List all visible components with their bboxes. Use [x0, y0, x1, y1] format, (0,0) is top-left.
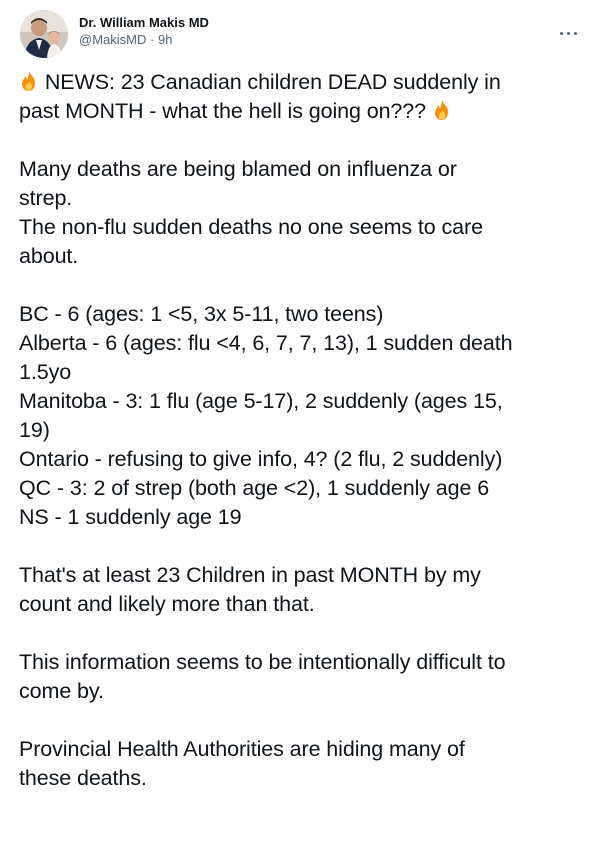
tweet-line: This information seems to be intentionally difficult to [19, 650, 506, 674]
tweet-line: NS - 1 suddenly age 19 [19, 505, 242, 529]
paragraph-authorities [19, 735, 585, 793]
tweet-line-text: NEWS: 23 Canadian children DEAD suddenly in [44, 70, 501, 94]
paragraph-provinces [19, 300, 585, 532]
tweet-line: strep. [19, 186, 73, 210]
meta-separator: · [150, 32, 155, 47]
tweet-line: come by. [19, 679, 104, 703]
tweet-line: Ontario - refusing to give info, 4? (2 flu, 2 suddenly) [19, 447, 503, 471]
tweet-line: Manitoba - 3: 1 flu (age 5-17), 2 suddenly (ages 15, [19, 389, 503, 413]
avatar-photo [20, 10, 68, 58]
tweet-line: 1.5yo [19, 360, 72, 384]
avatar[interactable] [20, 10, 68, 58]
tweet-line: about. [19, 244, 79, 268]
user-names [79, 15, 209, 49]
tweet-line: count and likely more than that. [19, 592, 315, 616]
tweet-line-text: past MONTH - what the hell is going on??? [19, 99, 426, 123]
paragraph-information [19, 648, 585, 706]
tweet-text [19, 68, 585, 822]
tweet-line: 19) [19, 418, 50, 442]
more-horizontal-icon[interactable] [558, 28, 580, 40]
paragraph-blame [19, 155, 585, 271]
timestamp[interactable]: 9h [157, 32, 173, 47]
display-name[interactable]: Dr. William Makis MD [79, 15, 209, 30]
tweet-line: BC - 6 (ages: 1 <5, 3x 5-11, two teens) [19, 302, 384, 326]
paragraph-count [19, 561, 585, 619]
tweet-line: That's at least 23 Children in past MONTH by my [19, 563, 481, 587]
tweet-meta [79, 31, 209, 49]
tweet-line [19, 68, 585, 97]
tweet-line: QC - 3: 2 of strep (both age <2), 1 suddenly age 6 [19, 476, 490, 500]
tweet-line: Many deaths are being blamed on influenza or [19, 157, 457, 181]
tweet-line [19, 97, 585, 126]
paragraph-news [19, 68, 585, 126]
tweet-line: Provincial Health Authorities are hiding many of [19, 737, 465, 761]
tweet-line: Alberta - 6 (ages: flu <4, 6, 7, 7, 13), 1 sudden death [19, 331, 513, 355]
tweet-line: these deaths. [19, 766, 147, 790]
fire-icon [432, 99, 452, 121]
fire-icon [19, 70, 39, 92]
tweet-header [20, 10, 580, 62]
handle[interactable]: @MakisMD [79, 32, 147, 47]
tweet-line: The non-flu sudden deaths no one seems to care [19, 215, 483, 239]
